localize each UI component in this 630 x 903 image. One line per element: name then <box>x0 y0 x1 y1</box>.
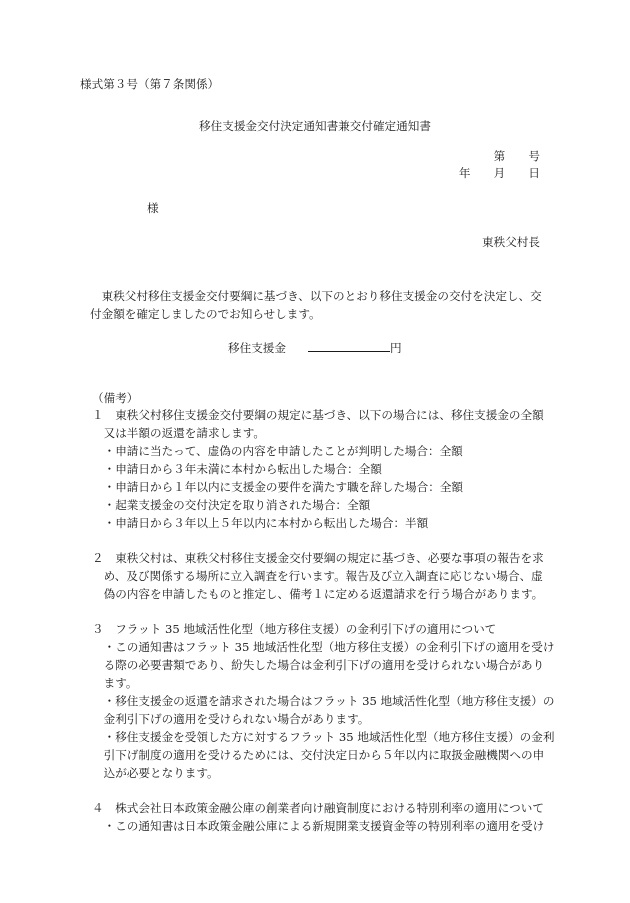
remark-line: ４ 株式会社日本政策金融公庫の創業者向け融資制度における特別利率の適用について <box>92 801 544 815</box>
remark-note <box>92 406 554 532</box>
remark-line: １ 東秩父村移住支援金交付要綱の規定に基づき、以下の場合には、移住支援金の全額 <box>92 408 544 422</box>
remark-line: ・起業支援金の交付決定を取り消された場合：全額 <box>92 498 371 512</box>
remark-line: ・申請日から３年以上５年以内に本村から転出した場合：半額 <box>92 516 429 530</box>
remark-line: 込が必要となります。 <box>92 766 219 780</box>
remark-line: ・申請日から３年未満に本村から転出した場合：全額 <box>92 462 382 476</box>
remark-line: ・申請に当たって、虚偽の内容を申請したことが判明した場合：全額 <box>92 444 463 458</box>
note-spacer <box>92 782 554 799</box>
body-line: 付金額を確定しましたのでお知らせします。 <box>90 307 321 321</box>
remark-line: め、及び関係する場所に立入調査を行います。報告及び立入調査に応じない場合、虚 <box>92 569 543 583</box>
remark-line: ２ 東秩父村は、東秩父村移住支援金交付要綱の規定に基づき、必要な事項の報告を求 <box>92 551 544 565</box>
amount-unit: 円 <box>389 341 402 355</box>
remark-line: ・移住支援金の返還を請求された場合はフラット 35 地域活性化型（地方移住支援）の <box>92 694 555 708</box>
remark-line: 金利引下げの適用を受けられない場合があります。 <box>92 712 370 726</box>
remark-note <box>92 549 554 603</box>
document-number: 第 号 <box>493 149 540 163</box>
remark-note <box>92 620 554 782</box>
amount-blank <box>308 339 390 352</box>
recipient-name: 様 <box>147 201 159 215</box>
remark-line: る際の必要書類であり、紛失した場合は金利引下げの適用を受けられない場合があり <box>92 658 545 672</box>
remark-line: ・この通知書は日本政策金融公庫による新規開業支援資金等の特別利率の適用を受け <box>92 819 545 833</box>
remarks-heading: （備考） <box>92 391 139 405</box>
amount-row <box>228 339 402 357</box>
document-title: 移住支援金交付決定通知書兼交付確定通知書 <box>199 119 431 133</box>
note-spacer <box>92 603 554 620</box>
remark-line: 引下げ制度の適用を受けるためには、交付決定日から５年以内に取扱金融機関への申 <box>92 748 545 762</box>
remark-line: ・移住支援金を受領した方に対するフラット 35 地域活性化型（地方移住支援）の金利 <box>92 730 555 744</box>
note-spacer <box>92 532 554 549</box>
issuer-name: 東秩父村長 <box>482 235 540 249</box>
remark-line: ・申請日から１年以内に支援金の要件を満たす職を辞した場合：全額 <box>92 480 464 494</box>
remark-note <box>92 799 554 835</box>
remarks-notes <box>92 406 554 835</box>
remark-line: ３ フラット 35 地域活性化型（地方移住支援）の金利引下げの適用について <box>92 622 497 636</box>
remark-line: ・この通知書はフラット 35 地域活性化型（地方移住支援）の金利引下げの適用を受け <box>92 640 555 654</box>
form-number: 様式第３号（第７条関係） <box>80 77 220 91</box>
remark-line: 偽の内容を申請したものと推定し、備考１に定める返還請求を行う場合があります。 <box>92 587 544 601</box>
body-line: 東秩父村移住支援金交付要綱に基づき、以下のとおり移住支援金の交付を決定し、交 <box>90 289 542 303</box>
notification-body <box>90 287 560 323</box>
document-date: 年 月 日 <box>458 166 540 180</box>
remark-line: ます。 <box>92 676 138 690</box>
remark-line: 又は半額の返還を請求します。 <box>92 426 265 440</box>
amount-label: 移住支援金 <box>228 341 286 355</box>
